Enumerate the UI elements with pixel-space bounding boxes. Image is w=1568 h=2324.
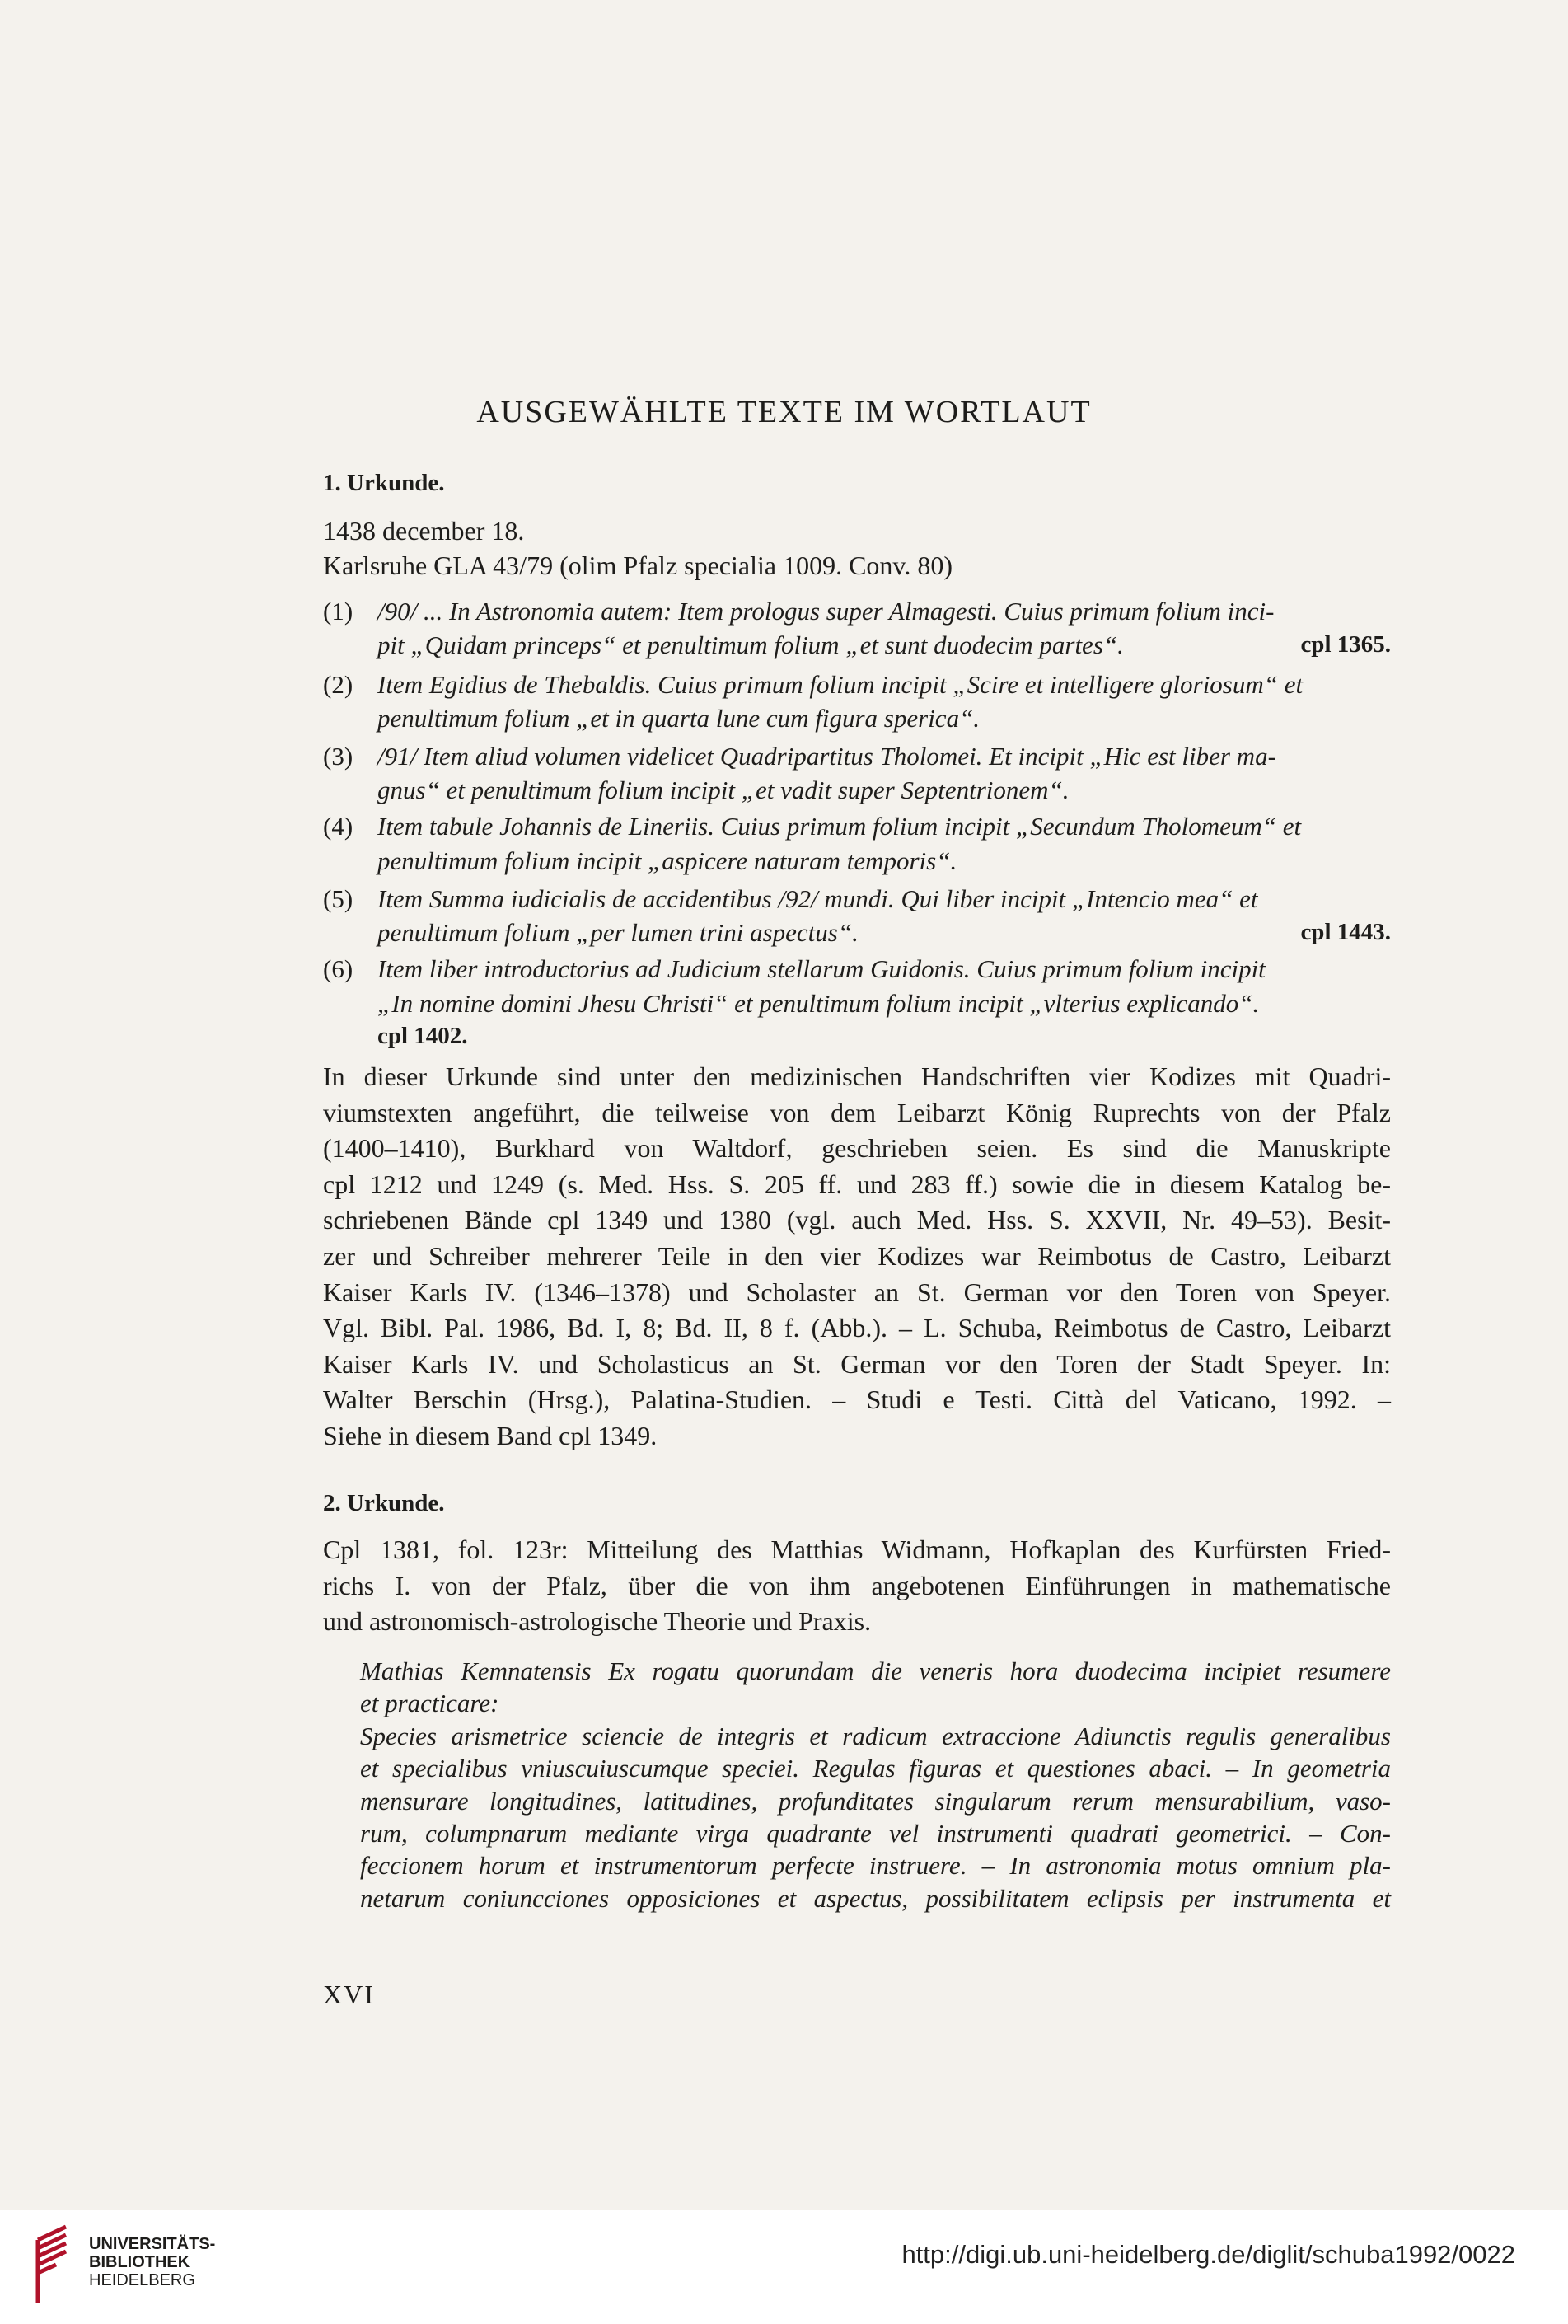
page-title: AUSGEWÄHLTE TEXTE IM WORTLAUT: [476, 395, 1092, 429]
commentary-paragraph: In dieser Urkunde sind unter den medizinischen Handschriften vier Kodizes mit Quadri- viumstexten angeführt, die teilweise von dem Leibarzt König Ruprechts von der Pfalz (1400–1410), Burkhard von Waltdorf, geschrieben seien. Es sind die Manuskripte cpl 1212 und 1249 (s. Med. Hss. S. 205 ff. und 283 ff.) sowie die in diesem Katalog be- schriebenen Bände cpl 1349 und 1380 (vgl. auch Med. Hss. S. XXVII, Nr. 49–53). Besit- zer und Schreiber mehrerer Teile in den vier Kodizes war Reimbotus de Castro, Leibarzt Kaiser Karls IV. (1346–1378) und Scholaster an St. German vor den Toren von Speyer. Vgl. Bibl. Pal. 1986, Bd. I, 8; Bd. II, 8 f. (Abb.). – L. Schuba, Reimbotus de Castro, Leibarzt Kaiser Karls IV. und Scholasticus an St. German vor den Toren der Stadt Speyer. In: Walter Berschin (Hrsg.), Palatina-Studien. – Studi e Testi. Città del Vaticano, 1992. – Siehe in diesem Band cpl 1349.: [323, 1061, 1391, 1450]
cpl-reference: cpl 1365.: [1300, 631, 1391, 658]
library-name: UNIVERSITÄTS- BIBLIOTHEK HEIDELBERG: [89, 2235, 216, 2289]
list-item: (1) /90/ ... In Astronomia autem: Item prologus super Almagesti. Cuius primum folium inci-: [323, 597, 1275, 626]
intro-paragraph: Cpl 1381, fol. 123r: Mitteilung des Matthias Widmann, Hofkaplan des Kurfürsten Fried- richs I. von der Pfalz, über die von ihm angebotenen Einführungen in mathematische und astronomisch-astrologische Theorie und Praxis.: [323, 1534, 1391, 1637]
list-item-continuation: „In nomine domini Jhesu Christi“ et penultimum folium incipit „vlterius explicando“.: [377, 989, 1260, 1018]
document-source: Karlsruhe GLA 43/79 (olim Pfalz specialia 1009. Conv. 80): [323, 551, 953, 580]
section-heading-1: 1. Urkunde.: [323, 470, 445, 496]
library-logo-icon: [33, 2223, 76, 2306]
list-item: (2) Item Egidius de Thebaldis. Cuius primum folium incipit „Scire et intelligere gloriosum“ et: [323, 670, 1304, 699]
latin-quote: Mathias Kemnatensis Ex rogatu quorundam die veneris hora duodecima incipiet resumere et practicare: Species arismetrice sciencie de integris et radicum extraccione Adiunctis regulis generalibus et specialibus vniuscuiuscumque speciei. Regulas figuras et questiones abaci. – In geometria mensurare longitudines, latitudines, profunditates singularum rerum mensurabilium, vaso- rum, columpnarum mediante virga quadrante vel instrumenti quadrati geometrici. – Con- feccionem horum et instrumentorum perfecte instruere. – In astronomia motus omnium pla- netarum coniuncciones opposiciones et aspectus, possibilitatem eclipsis per instrumenta et: [360, 1656, 1391, 1913]
list-item-continuation: penultimum folium „per lumen trini aspectus“.: [377, 918, 859, 947]
source-url-link[interactable]: http://digi.ub.uni-heidelberg.de/diglit/schuba1992/0022: [901, 2240, 1515, 2269]
page-number: XVI: [323, 1980, 375, 2009]
list-item: (4) Item tabule Johannis de Lineriis. Cuius primum folium incipit „Secundum Tholomeum“ et: [323, 812, 1302, 841]
list-item: (5) Item Summa iudicialis de accidentibus /92/ mundi. Qui liber incipit „Intencio mea“ et: [323, 884, 1258, 913]
list-item-continuation: gnus“ et penultimum folium incipit „et vadit super Septentrionem“.: [377, 775, 1070, 804]
list-item: (6) Item liber introductorius ad Judicium stellarum Guidonis. Cuius primum folium incipit: [323, 954, 1266, 983]
cpl-reference: cpl 1402.: [377, 1023, 468, 1049]
footer-bar: [0, 2210, 1568, 2324]
list-item-continuation: penultimum folium „et in quarta lune cum figura sperica“.: [377, 704, 981, 733]
section-heading-2: 2. Urkunde.: [323, 1490, 445, 1516]
list-item-continuation: penultimum folium incipit „aspicere naturam temporis“.: [377, 846, 957, 875]
cpl-reference: cpl 1443.: [1300, 919, 1391, 945]
list-item-continuation: pit „Quidam princeps“ et penultimum folium „et sunt duodecim partes“.: [377, 630, 1124, 659]
list-item: (3) /91/ Item aliud volumen videlicet Quadripartitus Tholomei. Et incipit „Hic est liber ma-: [323, 742, 1276, 771]
document-date: 1438 december 18.: [323, 516, 525, 546]
